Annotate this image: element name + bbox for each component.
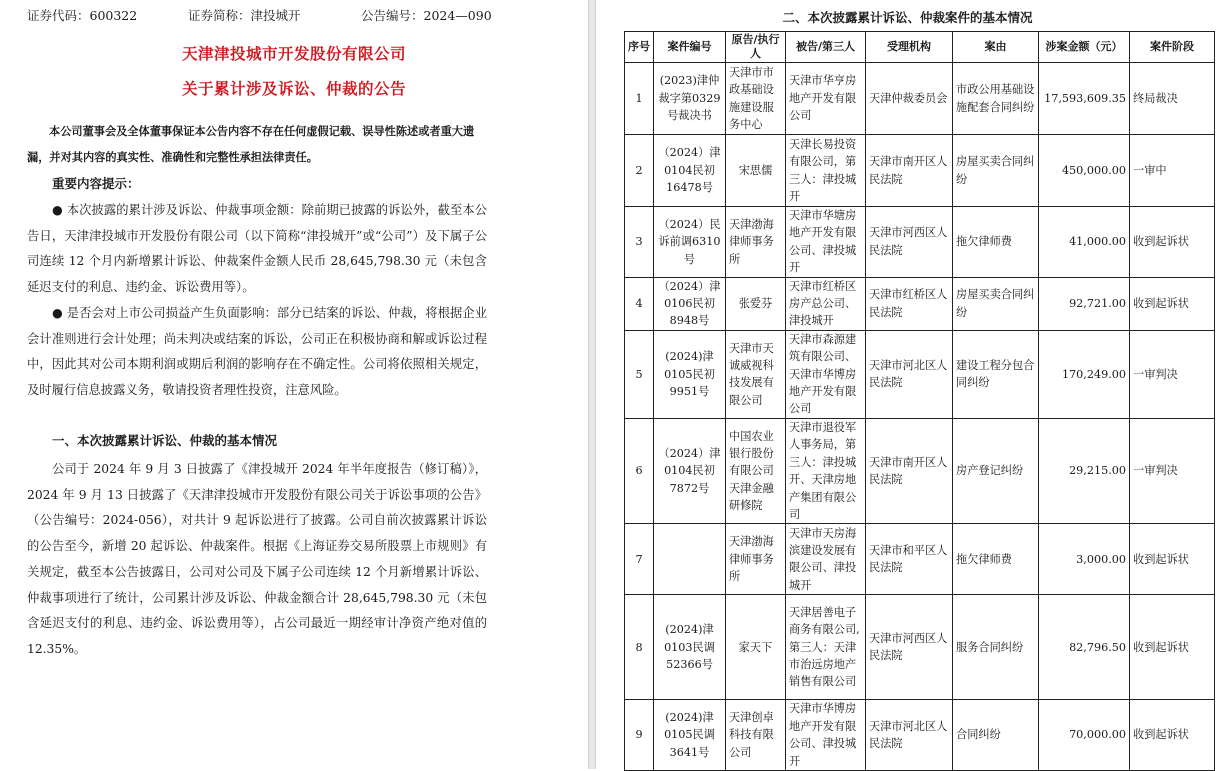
table-row [625, 524, 1215, 595]
cell-cause: 市政公用基础设施配套合同纠纷 [953, 63, 1039, 135]
col-header-case-no: 案件编号 [654, 32, 726, 63]
cell-cause: 拖欠律师费 [953, 207, 1039, 278]
cell-case-no: (2024)津0105民初9951号 [654, 330, 726, 418]
cell-case-no: (2024)津0105民调3641号 [654, 700, 726, 771]
col-header-amount: 涉案金额（元） [1039, 32, 1130, 63]
board-statement: 本公司董事会及全体董事保证本公告内容不存在任何虚假记载、误导性陈述或者重大遗漏，并对其内容的真实性、准确性和完整性承担法律责任。 [27, 125, 475, 164]
cell-court: 天津市河北区人民法院 [866, 330, 953, 418]
document-page-right [596, 0, 1219, 769]
key-point-impact: ● 是否会对上市公司损益产生负面影响：部分已结案的诉讼、仲裁，将根据企业会计准则进行会计处理；尚未判决或结案的诉讼，公司正在积极协商和解或诉讼过程中，因此其对公司本期利润或期后利润的影响存在不确定性。公司将依照相关规定，及时履行信息披露义务，敬请投资者理性投资，注意风险。 [27, 306, 487, 398]
cell-no: 2 [625, 135, 654, 207]
cell-plaintiff: 宋思儒 [726, 135, 786, 207]
col-header-court: 受理机构 [866, 32, 953, 63]
table-header-row [625, 32, 1215, 63]
table-row [625, 595, 1215, 700]
cell-case-no: （2024）津0104民初7872号 [654, 418, 726, 523]
document-header [27, 6, 572, 22]
cell-plaintiff: 张爱芬 [726, 277, 786, 330]
table-row [625, 277, 1215, 330]
cell-stage: 收到起诉状 [1130, 595, 1215, 700]
cell-case-no: (2024)津0103民调52366号 [654, 595, 726, 700]
cell-plaintiff: 天津市市政基础设施建设服务中心 [726, 63, 786, 135]
cell-no: 7 [625, 524, 654, 595]
cell-court: 天津市南开区人民法院 [866, 418, 953, 523]
table-row [625, 207, 1215, 278]
security-code: 证券代码：600322 [27, 8, 138, 23]
cell-no: 1 [625, 63, 654, 135]
cell-no: 4 [625, 277, 654, 330]
notice-number: 公告编号：2024—090 [361, 8, 492, 23]
col-header-defendant: 被告/第三人 [786, 32, 866, 63]
col-header-no: 序号 [625, 32, 654, 63]
table-row [625, 135, 1215, 207]
page-gutter [588, 0, 596, 769]
cell-plaintiff: 天津渤海律师事务所 [726, 524, 786, 595]
section-heading-2: 二、本次披露累计诉讼、仲裁案件的基本情况 [782, 10, 1033, 25]
cell-cause: 房屋买卖合同纠纷 [953, 277, 1039, 330]
cell-defendant: 天津市华亨房地产开发有限公司 [786, 63, 866, 135]
cell-cause: 房屋买卖合同纠纷 [953, 135, 1039, 207]
cell-defendant: 天津市森源建筑有限公司、天津市华博房地产开发有限公司 [786, 330, 866, 418]
cell-defendant: 天津长易投资有限公司，第三人：津投城开 [786, 135, 866, 207]
cell-court: 天津市红桥区人民法院 [866, 277, 953, 330]
col-header-cause: 案由 [953, 32, 1039, 63]
cell-no: 8 [625, 595, 654, 700]
col-header-stage: 案件阶段 [1130, 32, 1215, 63]
cell-defendant: 天津市天房海滨建设发展有限公司、津投城开 [786, 524, 866, 595]
cell-stage: 一审判决 [1130, 330, 1215, 418]
cell-court: 天津市河西区人民法院 [866, 595, 953, 700]
cell-stage: 收到起诉状 [1130, 524, 1215, 595]
cell-court: 天津仲裁委员会 [866, 63, 953, 135]
security-abbreviation: 证券简称：津投城开 [188, 8, 301, 23]
table-row [625, 63, 1215, 135]
cell-no: 5 [625, 330, 654, 418]
cell-plaintiff: 天津渤海律师事务所 [726, 207, 786, 278]
section-heading-1: 一、本次披露累计诉讼、仲裁的基本情况 [52, 433, 278, 448]
cell-case-no: （2024）津0104民初16478号 [654, 135, 726, 207]
cell-case-no: (2023)津仲裁字第0329号裁决书 [654, 63, 726, 135]
cell-amount: 17,593,609.35 [1039, 63, 1130, 135]
cell-defendant: 天津市华博房地产开发有限公司、津投城开 [786, 700, 866, 771]
cell-amount: 29,215.00 [1039, 418, 1130, 523]
cell-case-no [654, 524, 726, 595]
table-row [625, 330, 1215, 418]
cell-defendant: 天津市退役军人事务局，第三人：津投城开、天津房地产集团有限公司 [786, 418, 866, 523]
cell-cause: 拖欠律师费 [953, 524, 1039, 595]
cell-case-no: （2024）民诉前调6310号 [654, 207, 726, 278]
cell-defendant: 天津居善电子商务有限公司,第三人：天津市治远房地产销售有限公司 [786, 595, 866, 700]
col-header-plaintiff: 原告/执行人 [726, 32, 786, 63]
cell-defendant: 天津市华塘房地产开发有限公司、津投城开 [786, 207, 866, 278]
cell-stage: 收到起诉状 [1130, 700, 1215, 771]
cell-stage: 收到起诉状 [1130, 207, 1215, 278]
notice-title: 关于累计涉及诉讼、仲裁的公告 [181, 80, 406, 98]
cell-court: 天津市河北区人民法院 [866, 700, 953, 771]
cell-cause: 建设工程分包合同纠纷 [953, 330, 1039, 418]
cell-court: 天津市和平区人民法院 [866, 524, 953, 595]
cell-cause: 房产登记纠纷 [953, 418, 1039, 523]
cell-stage: 收到起诉状 [1130, 277, 1215, 330]
document-page-left [0, 0, 588, 769]
cell-stage: 终局裁决 [1130, 63, 1215, 135]
cell-plaintiff: 中国农业银行股份有限公司天津金融研修院 [726, 418, 786, 523]
table-row [625, 700, 1215, 771]
cell-no: 9 [625, 700, 654, 771]
cell-defendant: 天津市红桥区房产总公司、津投城开 [786, 277, 866, 330]
cell-plaintiff: 天津创卓科技有限公司 [726, 700, 786, 771]
section-1-body: 公司于 2024 年 9 月 3 日披露了《津投城开 2024 年半年度报告（修订稿）》，2024 年 9 月 13 日披露了《天津津投城市开发股份有限公司关于诉讼事项的公告》（公告编号：2024-056），对共计 9 起诉讼进行了披露。公司自前次披露累计诉讼的公告至今，新增 20 起诉讼、仲裁案件。根据《上海证券交易所股票上市规则》有关规定，截至本公告披露日，公司对公司及下属子公司连续 12 个月新增累计诉讼、仲裁事项进行了统计，公司累计涉及诉讼、仲裁金额合计 28,645,798.30 元（未包含延迟支付的利息、违约金、诉讼费用等），占公司最近一期经审计净资产绝对值的 12.35%。 [27, 462, 487, 656]
cell-amount: 92,721.00 [1039, 277, 1130, 330]
cell-court: 天津市河西区人民法院 [866, 207, 953, 278]
cell-amount: 450,000.00 [1039, 135, 1130, 207]
cell-stage: 一审判决 [1130, 418, 1215, 523]
cell-case-no: （2024）津0106民初8948号 [654, 277, 726, 330]
key-points-heading: 重要内容提示： [52, 176, 140, 191]
cases-table [624, 31, 1215, 771]
cell-amount: 82,796.50 [1039, 595, 1130, 700]
cell-no: 3 [625, 207, 654, 278]
company-title: 天津津投城市开发股份有限公司 [181, 45, 406, 63]
cell-stage: 一审中 [1130, 135, 1215, 207]
cell-amount: 170,249.00 [1039, 330, 1130, 418]
cell-plaintiff: 家天下 [726, 595, 786, 700]
cell-cause: 合同纠纷 [953, 700, 1039, 771]
cell-cause: 服务合同纠纷 [953, 595, 1039, 700]
cell-court: 天津市南开区人民法院 [866, 135, 953, 207]
cell-amount: 41,000.00 [1039, 207, 1130, 278]
key-point-amount: ● 本次披露的累计涉及诉讼、仲裁事项金额：除前期已披露的诉讼外，截至本公告日，天津津投城市开发股份有限公司（以下简称“津投城开”或“公司”）及下属子公司连续 12 个月内新增累计诉讼、仲裁案件金额人民币 28,645,798.30 元（未包含延迟支付的利息、违约金、诉讼费用等）。 [27, 203, 487, 295]
cell-no: 6 [625, 418, 654, 523]
table-row [625, 418, 1215, 523]
cell-plaintiff: 天津市天诚威视科技发展有限公司 [726, 330, 786, 418]
cell-amount: 3,000.00 [1039, 524, 1130, 595]
cell-amount: 70,000.00 [1039, 700, 1130, 771]
